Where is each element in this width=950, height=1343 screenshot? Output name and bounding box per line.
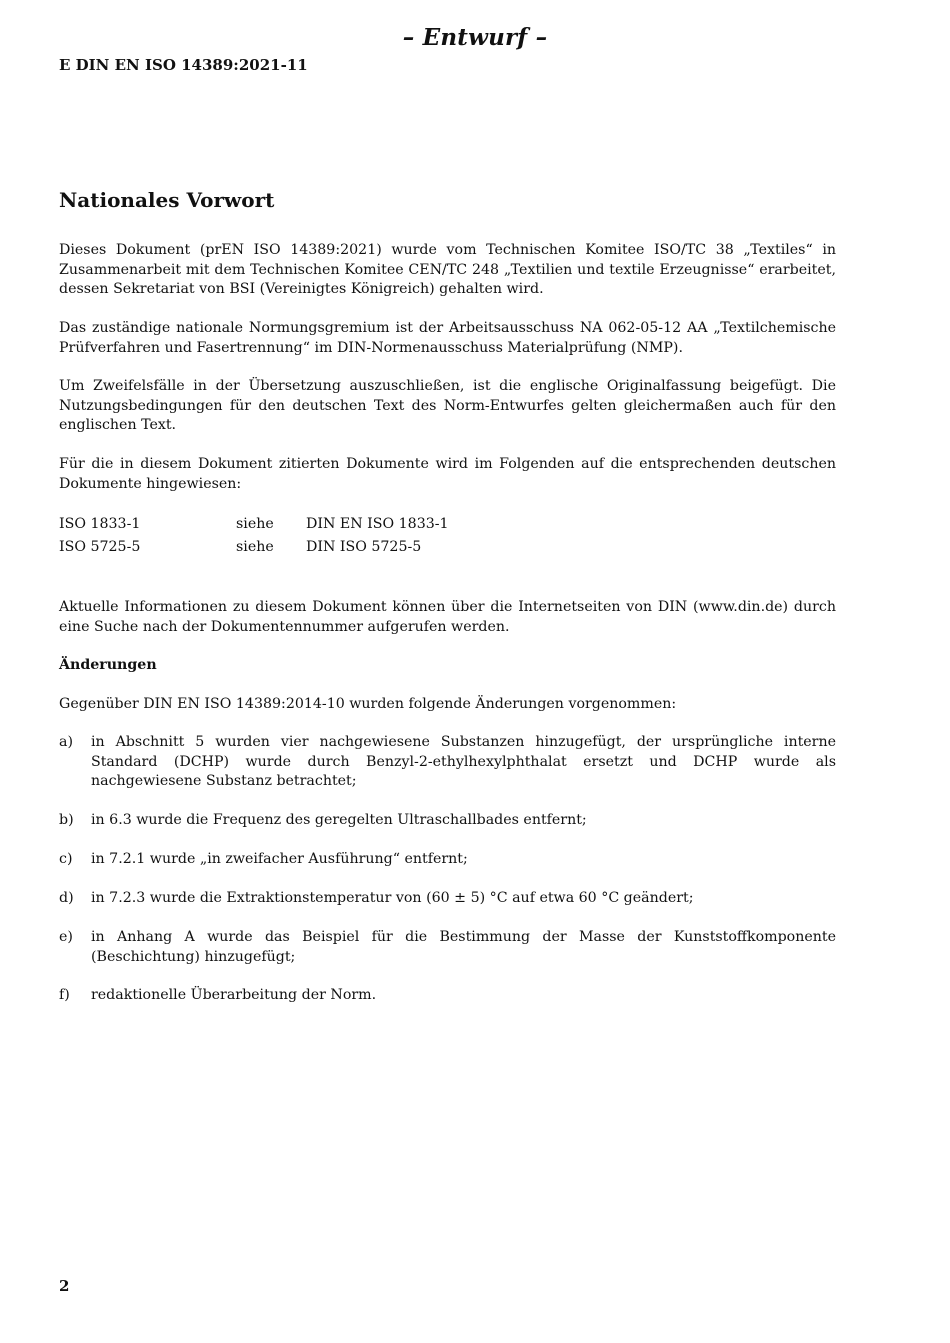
list-item [59,811,836,831]
list-marker: b) [59,812,74,828]
list-marker: c) [59,851,73,867]
reference-din: DIN EN ISO 1833-1 [306,516,449,532]
reference-see: siehe [236,516,274,532]
list-item [59,850,836,870]
list-text: in 6.3 wurde die Frequenz des geregelten Ultraschallbades entfernt; [91,812,587,828]
list-item [59,986,836,1006]
list-item [59,928,836,967]
info-paragraph: Aktuelle Informationen zu diesem Dokument können über die Internetseiten von DIN (www.din.de) durch eine Suche nach der Dokumentennummer aufgerufen werden. [59,599,836,635]
list-item [59,889,836,909]
list-text: in 7.2.3 wurde die Extraktionstemperatur von (60 ± 5) °C auf etwa 60 °C geändert; [91,890,694,906]
reference-see: siehe [236,539,274,555]
reference-iso: ISO 5725-5 [59,539,141,555]
list-text: in Abschnitt 5 wurden vier nachgewiesene Substanzen hinzugefügt, der ursprüngliche interne Standard (DCHP) wurde durch Benzyl-2-ethylhexylphthalat ersetzt und DCHP wurde als nachgewiesene Substanz betrachtet; [91,734,836,789]
list-text: in Anhang A wurde das Beispiel für die Bestimmung der Masse der Kunststoffkomponente (Beschichtung) hinzugefügt; [91,929,836,965]
page-title: Nationales Vorwort [59,188,275,212]
foreword-paragraph-1: Dieses Dokument (prEN ISO 14389:2021) wurde vom Technischen Komitee ISO/TC 38 „Textiles“ in Zusammenarbeit mit dem Technischen Komitee CEN/TC 248 „Textilien und textile Erzeugnisse“ erarbeitet, dessen Sekretariat von BSI (Vereinigtes Königreich) gehalten wird. [59,242,836,297]
list-marker: d) [59,890,74,906]
document-id: E DIN EN ISO 14389:2021-11 [59,56,308,74]
foreword-paragraph-3: Um Zweifelsfälle in der Übersetzung auszuschließen, ist die englische Originalfassung beigefügt. Die Nutzungsbedingungen für den deutschen Text des Norm-Entwurfes gelten gleichermaßen auch für den englischen Text. [59,378,836,433]
page-number: 2 [59,1277,70,1295]
reference-iso: ISO 1833-1 [59,516,141,532]
list-marker: a) [59,734,73,750]
list-marker: e) [59,929,73,945]
list-marker: f) [59,987,70,1003]
list-text: redaktionelle Überarbeitung der Norm. [91,987,377,1003]
changes-intro: Gegenüber DIN EN ISO 14389:2014-10 wurden folgende Änderungen vorgenommen: [59,696,677,712]
list-text: in 7.2.1 wurde „in zweifacher Ausführung“ entfernt; [91,851,468,867]
list-item [59,733,836,792]
foreword-paragraph-4: Für die in diesem Dokument zitierten Dokumente wird im Folgenden auf die entsprechenden deutschen Dokumente hingewiesen: [59,456,836,492]
draft-mark: – Entwurf – [402,24,548,51]
foreword-paragraph-2: Das zuständige nationale Normungsgremium ist der Arbeitsausschuss NA 062-05-12 AA „Textilchemische Prüfverfahren und Fasertrennung“ im DIN-Normenausschuss Materialprüfung (NMP). [59,320,836,356]
reference-din: DIN ISO 5725-5 [306,539,422,555]
changes-heading: Änderungen [59,657,157,673]
